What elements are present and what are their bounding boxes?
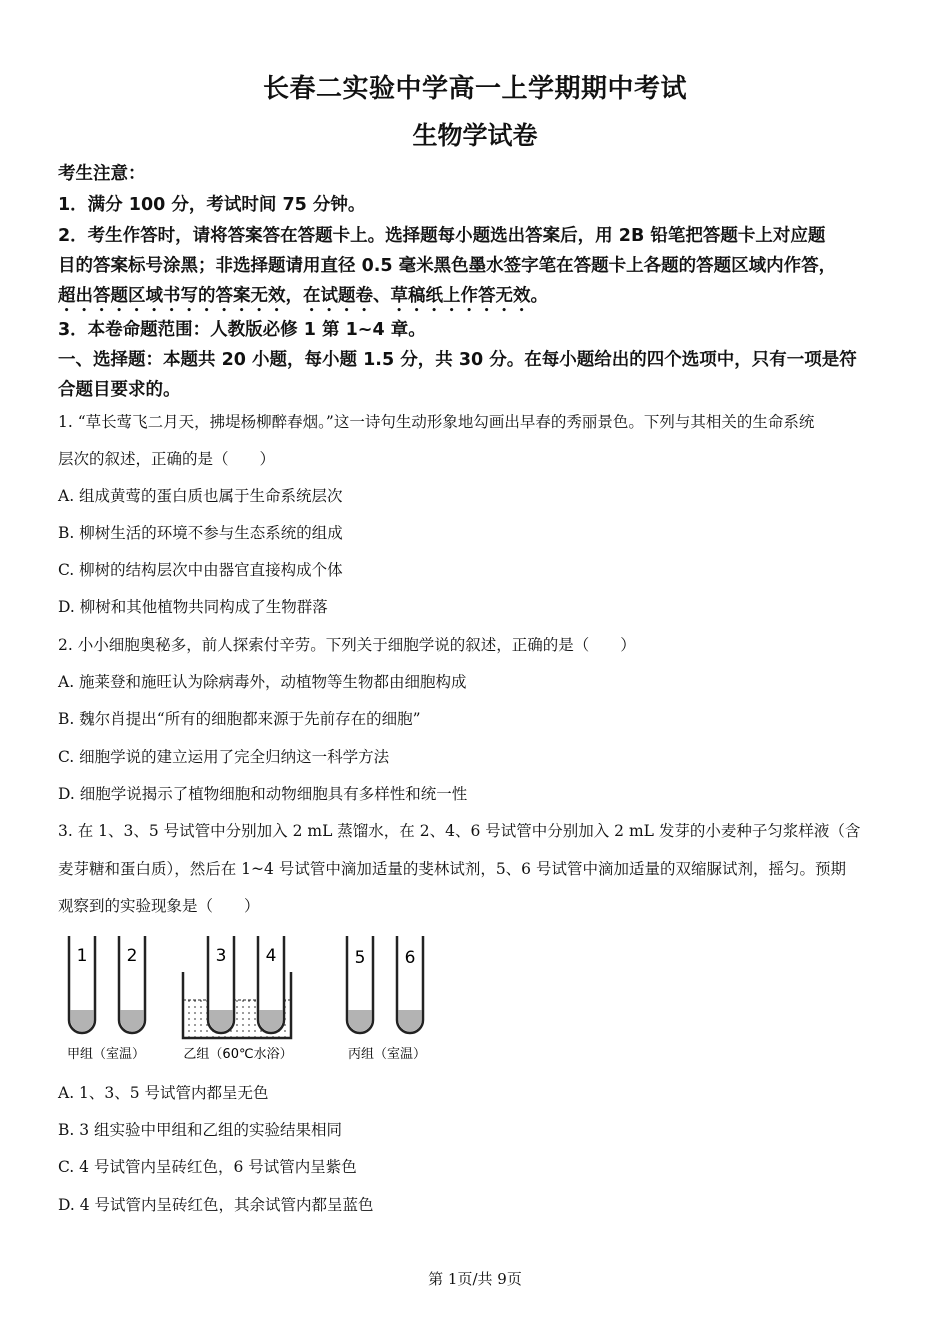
q2-option-a: A. 施莱登和施旺认为除病毒外，动植物等生物都由细胞构成 [58, 673, 467, 691]
q1-option-d: D. 柳树和其他植物共同构成了生物群落 [58, 598, 328, 616]
tube-number: 2 [126, 946, 138, 966]
q1-stem-line-1: 1. “草长莺飞二月天，拂堤杨柳醉春烟。”这一诗句生动形象地勾画出早春的秀丽景色。下列与其相关的生命系统 [58, 413, 815, 431]
q3-stem-line-2: 麦芽糖和蛋白质），然后在 1~4 号试管中滴加适量的斐林试剂，5、6 号试管中滴加适量的双缩脲试剂，摇匀。预期 [58, 860, 846, 878]
q3-option-a: A. 1、3、5 号试管内都呈无色 [58, 1084, 269, 1102]
punctuation: 。 [530, 286, 548, 306]
q1-option-b: B. 柳树生活的环境不参与生态系统的组成 [58, 524, 343, 542]
test-tube-5 [347, 936, 373, 1033]
q3-option-d: D. 4 号试管内呈砖红色，其余试管内都呈蓝色 [58, 1196, 374, 1214]
notice-item-2-line-2: 目的答案标号涂黑；非选择题请用直径 0.5 毫米黑色墨水签字笔在答题卡上各题的答题区域内作答， [58, 256, 837, 276]
q2-stem: 2. 小小细胞奥秘多，前人探索付辛劳。下列关于细胞学说的叙述，正确的是（ ） [58, 636, 636, 654]
q3-option-c: C. 4 号试管内呈砖红色，6 号试管内呈紫色 [58, 1158, 357, 1176]
q3-option-b: B. 3 组实验中甲组和乙组的实验结果相同 [58, 1121, 343, 1139]
notice-item-2-line-1: 2．考生作答时，请将答案答在答题卡上。选择题每小题选出答案后，用 2B 铅笔把答题卡上对应题 [58, 226, 826, 246]
q3-stem-line-1: 3. 在 1、3、5 号试管中分别加入 2 mL 蒸馏水，在 2、4、6 号试管中分别加入 2 mL 发芽的小麦种子匀浆样液（含 [58, 822, 861, 840]
q2-option-b: B. 魏尔肖提出“所有的细胞都来源于先前存在的细胞” [58, 710, 421, 728]
section-1-line-2: 合题目要求的。 [58, 380, 181, 400]
test-tube-4 [258, 936, 284, 1033]
tube-number: 6 [404, 948, 416, 968]
notice-item-3: 3．本卷命题范围：人教版必修 1 第 1~4 章。 [58, 320, 426, 340]
notice-item-1: 1．满分 100 分，考试时间 75 分钟。 [58, 195, 366, 215]
section-1-line-1: 一、选择题：本题共 20 小题，每小题 1.5 分，共 30 分。在每小题给出的四个选项中，只有一项是符 [58, 350, 857, 370]
group-label-bing: 丙组（室温） [347, 1047, 427, 1062]
test-tube-6 [397, 936, 423, 1033]
q1-option-c: C. 柳树的结构层次中由器官直接构成个体 [58, 561, 343, 579]
notice-item-2-line-3 [58, 282, 898, 316]
test-tube-2 [119, 936, 145, 1033]
exam-title: 长春二实验中学高一上学期期中考试 [262, 74, 687, 104]
page-number: 第 1页/共 9页 [428, 1270, 522, 1288]
group-label-jia: 甲组（室温） [66, 1047, 146, 1062]
tube-number: 5 [354, 948, 366, 968]
tube-number: 3 [215, 946, 227, 966]
q3-stem-line-3: 观察到的实验现象是（ ） [58, 897, 260, 915]
q1-option-a: A. 组成黄莺的蛋白质也属于生命系统层次 [58, 487, 343, 505]
punctuation: ， [285, 286, 303, 306]
emphasis-text: 超出答题区域书写的答案无效 [58, 286, 286, 306]
test-tube-3 [208, 936, 234, 1033]
q1-stem-line-2: 层次的叙述，正确的是（ ） [58, 450, 276, 468]
group-label-yi: 乙组（60℃水浴） [183, 1047, 293, 1062]
q2-option-d: D. 细胞学说揭示了植物细胞和动物细胞具有多样性和统一性 [58, 785, 468, 803]
notice-heading: 考生注意： [58, 164, 146, 184]
test-tube-figure [60, 932, 440, 1072]
emphasis-text: 在试题卷、草稿纸上作答无效 [303, 286, 531, 306]
tube-number: 1 [76, 946, 88, 966]
exam-subtitle: 生物学试卷 [412, 121, 538, 150]
tube-number: 4 [265, 946, 277, 966]
q2-option-c: C. 细胞学说的建立运用了完全归纳这一科学方法 [58, 748, 390, 766]
test-tube-1 [69, 936, 95, 1033]
